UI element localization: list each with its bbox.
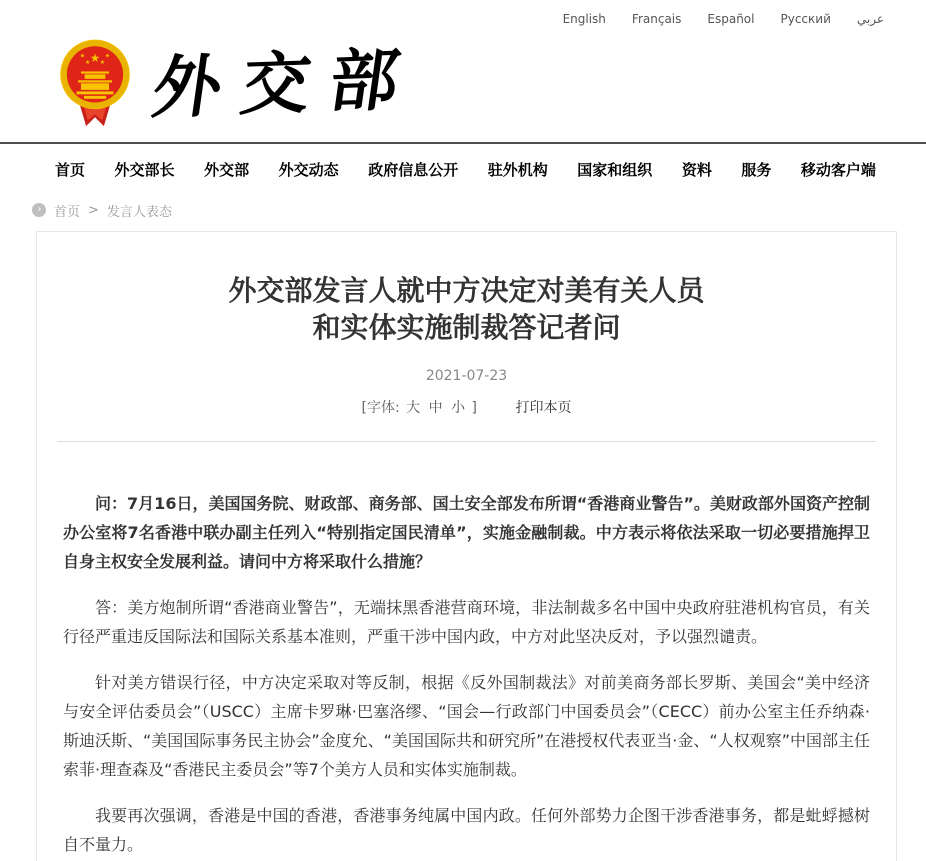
lang-link-francais[interactable]: Français <box>631 12 682 26</box>
nav-item-countries-orgs[interactable]: 国家和组织 <box>577 161 653 179</box>
font-size-small-button[interactable]: 小 <box>451 400 466 416</box>
lang-link-english[interactable]: English <box>562 12 606 26</box>
site-header <box>0 28 926 140</box>
breadcrumb-home-link[interactable]: 首页 <box>54 204 81 220</box>
lang-link-espanol[interactable]: Español <box>707 12 755 26</box>
nav-item-home[interactable]: 首页 <box>55 161 86 179</box>
nav-item-ministry[interactable]: 外交部 <box>204 161 250 179</box>
article-date: 2021-07-23 <box>425 368 508 384</box>
nav-item-services[interactable]: 服务 <box>741 161 772 179</box>
nav-item-missions-abroad[interactable]: 驻外机构 <box>487 161 548 179</box>
article-paragraph-question: 问：7月16日，美国国务院、财政部、商务部、国土安全部发布所谓“香港商业警告”。美财政部外国资产控制办公室将7名香港中联办副主任列入“特别指定国民清单”，实施金融制裁。中方表示将依法采取一切必要措施捍卫自身主权安全发展利益。请问中方将采取什么措施？ <box>63 494 870 571</box>
breadcrumb-separator: > <box>88 202 99 218</box>
article-body <box>37 442 896 861</box>
lang-link-russian[interactable]: Русский <box>780 12 831 26</box>
article-paragraph-answer-3: 我要再次强调，香港是中国的香港，香港事务纯属中国内政。任何外部势力企图干涉香港事务，都是蚍蜉撼树自不量力。 <box>63 806 870 854</box>
svg-text:★: ★ <box>89 50 101 65</box>
page-title <box>37 272 896 346</box>
page-title-line1: 外交部发言人就中方决定对美有关人员 <box>228 274 705 307</box>
article-container <box>36 231 897 861</box>
main-navigation <box>0 142 926 193</box>
nav-item-diplomatic-news[interactable]: 外交动态 <box>278 161 339 179</box>
svg-text:★: ★ <box>104 53 111 60</box>
language-bar <box>0 0 926 28</box>
breadcrumb-current: 发言人表态 <box>106 204 172 220</box>
breadcrumb <box>0 193 926 219</box>
font-size-medium-button[interactable]: 中 <box>428 400 443 416</box>
article-paragraph-answer-1: 答：美方炮制所谓“香港商业警告”，无端抹黑香港营商环境，非法制裁多名中国中央政府驻港机构官员，有关行径严重违反国际法和国际关系基本准则，严重干涉中国内政，中方对此坚决反对，予以强烈谴责。 <box>63 598 870 646</box>
breadcrumb-arrow-icon: › <box>32 203 46 217</box>
svg-text:★: ★ <box>99 60 106 67</box>
print-page-button[interactable]: 打印本页 <box>515 400 572 416</box>
svg-text:★: ★ <box>84 60 91 67</box>
nav-item-resources[interactable]: 资料 <box>681 161 712 179</box>
font-size-large-button[interactable]: 大 <box>406 400 421 416</box>
article-toolbar <box>37 397 896 417</box>
nav-item-foreign-minister[interactable]: 外交部长 <box>114 161 175 179</box>
nav-item-gov-info[interactable]: 政府信息公开 <box>368 161 459 179</box>
nav-item-mobile-client[interactable]: 移动客户端 <box>800 161 876 179</box>
lang-link-arabic[interactable]: عربي <box>856 12 884 26</box>
article-paragraph-answer-2: 针对美方错误行径，中方决定采取对等反制，根据《反外国制裁法》对前美商务部长罗斯、美国会“美中经济与安全评估委员会”（USCC）主席卡罗琳·巴塞洛缪、“国会—行政部门中国委员会”（CECC）前办公室主任乔纳森·斯迪沃斯、“美国国际事务民主协会”金度允、“美国国际共和研究所”在港授权代表亚当·金、“人权观察”中国部主任索菲·理查森及“香港民主委员会”等7个美方人员和实体实施制裁。 <box>63 673 870 779</box>
svg-text:★: ★ <box>79 53 86 60</box>
ministry-calligraphy-logo[interactable]: 外交部 <box>147 39 425 129</box>
font-size-label-close: ] <box>471 400 477 416</box>
page-title-line2: 和实体实施制裁答记者问 <box>312 311 621 344</box>
china-national-emblem-icon[interactable] <box>58 36 132 132</box>
font-size-label: [字体: <box>361 400 400 416</box>
